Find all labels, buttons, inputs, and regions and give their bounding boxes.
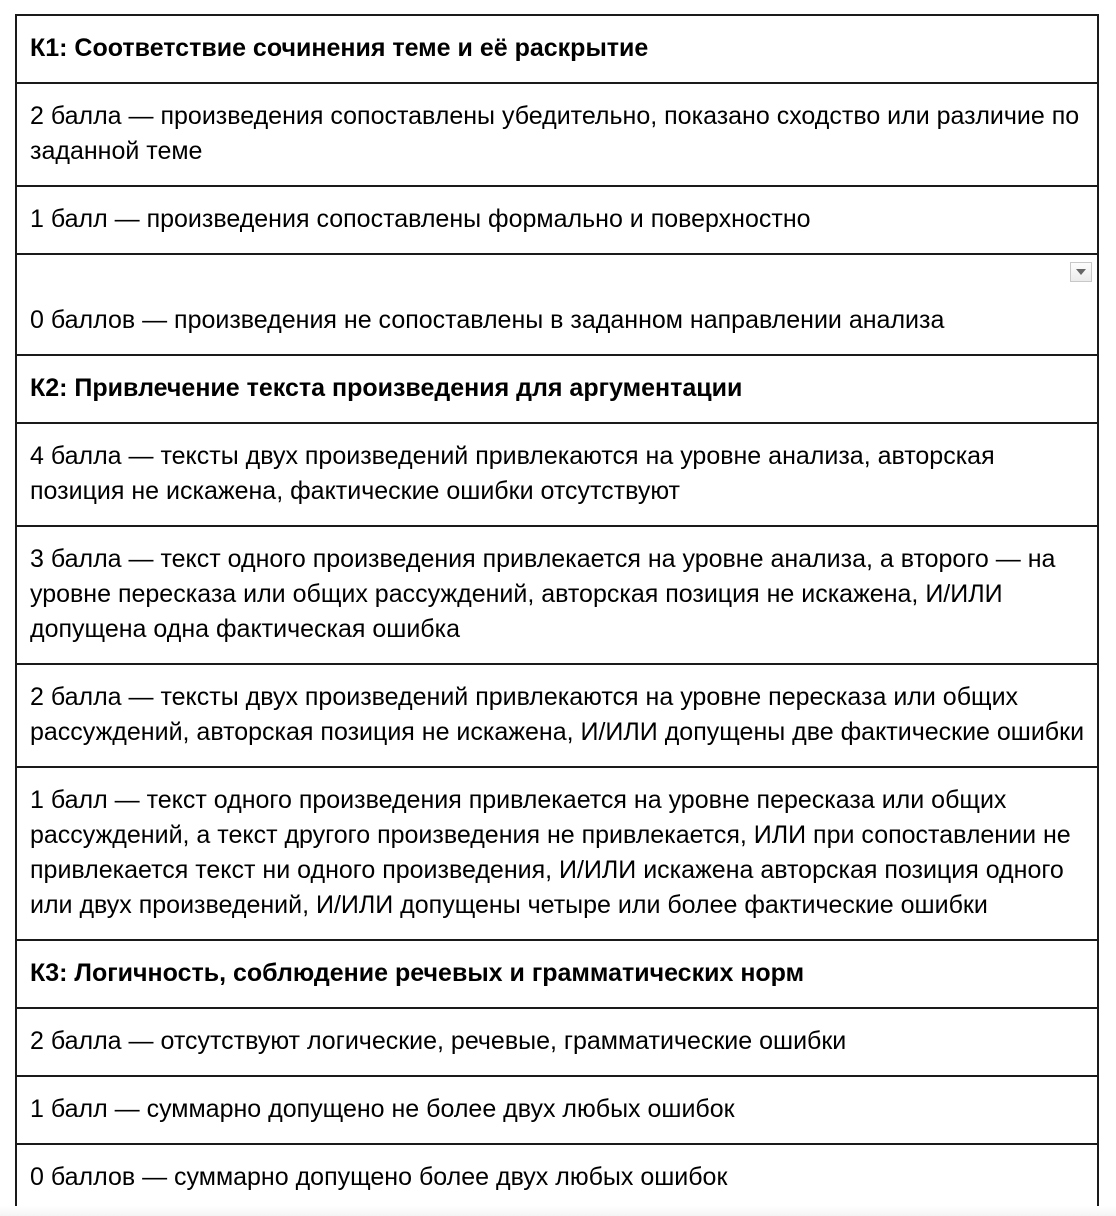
criterion-k3-header: К3: Логичность, соблюдение речевых и грамматических норм: [16, 940, 1098, 1008]
score-row: [16, 186, 1098, 254]
score-row: [16, 1076, 1098, 1144]
score-row: [16, 254, 1098, 355]
criterion-k2-header: К2: Привлечение текста произведения для аргументации: [16, 355, 1098, 423]
score-row: [16, 664, 1098, 767]
k2-score-4: 4 балла — тексты двух произведений привлекаются на уровне анализа, авторская позиция не искажена, фактические ошибки отсутствуют: [16, 423, 1098, 526]
criterion-k1-header: К1: Соответствие сочинения теме и её раскрытие: [16, 15, 1098, 83]
score-row: [16, 1008, 1098, 1076]
score-row: [16, 423, 1098, 526]
k1-score-0-cell: [16, 254, 1098, 355]
criteria-table: [15, 14, 1099, 1213]
k3-score-1: 1 балл — суммарно допущено не более двух любых ошибок: [16, 1076, 1098, 1144]
page-bottom-edge: [0, 1206, 1116, 1216]
criterion-header-row: [16, 940, 1098, 1008]
cell-dropdown-button[interactable]: [1070, 262, 1092, 282]
score-row: [16, 83, 1098, 186]
criterion-header-row: [16, 15, 1098, 83]
chevron-down-icon: [1076, 269, 1086, 275]
k1-score-1: 1 балл — произведения сопоставлены формально и поверхностно: [16, 186, 1098, 254]
criterion-header-row: [16, 355, 1098, 423]
k2-score-1: 1 балл — текст одного произведения привлекается на уровне пересказа или общих рассуждений, а текст другого произведения не привлекается, ИЛИ при сопоставлении не привлекается текст ни одного произведения, И/ИЛИ искажена авторская позиция одного или двух произведений, И/ИЛИ допущены четыре или более фактические ошибки: [16, 767, 1098, 940]
score-row: [16, 1144, 1098, 1212]
k2-score-2: 2 балла — тексты двух произведений привлекаются на уровне пересказа или общих рассуждений, авторская позиция не искажена, И/ИЛИ допущены две фактические ошибки: [16, 664, 1098, 767]
k1-score-2: 2 балла — произведения сопоставлены убедительно, показано сходство или различие по заданной теме: [16, 83, 1098, 186]
k1-score-0: 0 баллов — произведения не сопоставлены в заданном направлении анализа: [30, 306, 945, 334]
k3-score-0: 0 баллов — суммарно допущено более двух любых ошибок: [16, 1144, 1098, 1212]
k2-score-3: 3 балла — текст одного произведения привлекается на уровне анализа, а второго — на уровне пересказа или общих рассуждений, авторская позиция не искажена, И/ИЛИ допущена одна фактическая ошибка: [16, 526, 1098, 664]
score-row: [16, 526, 1098, 664]
score-row: [16, 767, 1098, 940]
k3-score-2: 2 балла — отсутствуют логические, речевые, грамматические ошибки: [16, 1008, 1098, 1076]
